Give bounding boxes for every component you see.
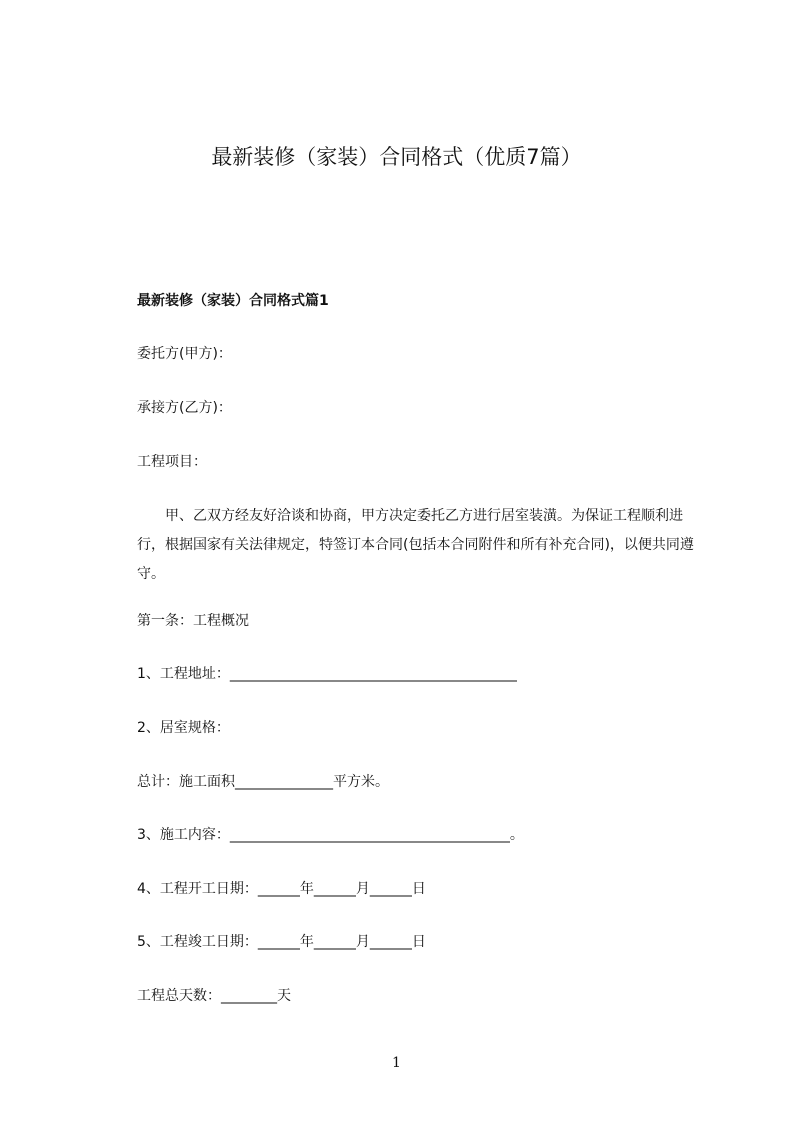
article-1-heading: 第一条：工程概况 [137, 613, 249, 629]
contractor-party-line: 承接方(乙方)： [137, 400, 232, 416]
completion-date-line: 5、工程竣工日期：______年______月______日 [137, 934, 426, 950]
preamble-paragraph: 甲、乙双方经友好洽谈和协商，甲方决定委托乙方进行居室装潢。为保证工程顺利进行，根据国家有关法律规定，特签订本合同(包括本合同附件和所有补充合同)，以便共同遵守。 [137, 508, 694, 582]
document-title: 最新装修（家装）合同格式（优质7篇） [211, 145, 582, 169]
page-number: 1 [392, 1055, 401, 1071]
project-address-line: 1、工程地址：_________________________________________ [137, 666, 517, 682]
total-days-line: 工程总天数：________天 [137, 988, 291, 1004]
project-line: 工程项目： [137, 454, 207, 470]
construction-content-line: 3、施工内容：________________________________________。 [137, 827, 524, 843]
client-party-line: 委托方(甲方)： [137, 346, 232, 362]
section-title: 最新装修（家装）合同格式篇1 [137, 293, 329, 309]
room-spec-line: 2、居室规格： [137, 720, 230, 736]
start-date-line: 4、工程开工日期：______年______月______日 [137, 881, 426, 897]
total-area-line: 总计：施工面积______________平方米。 [137, 774, 389, 790]
